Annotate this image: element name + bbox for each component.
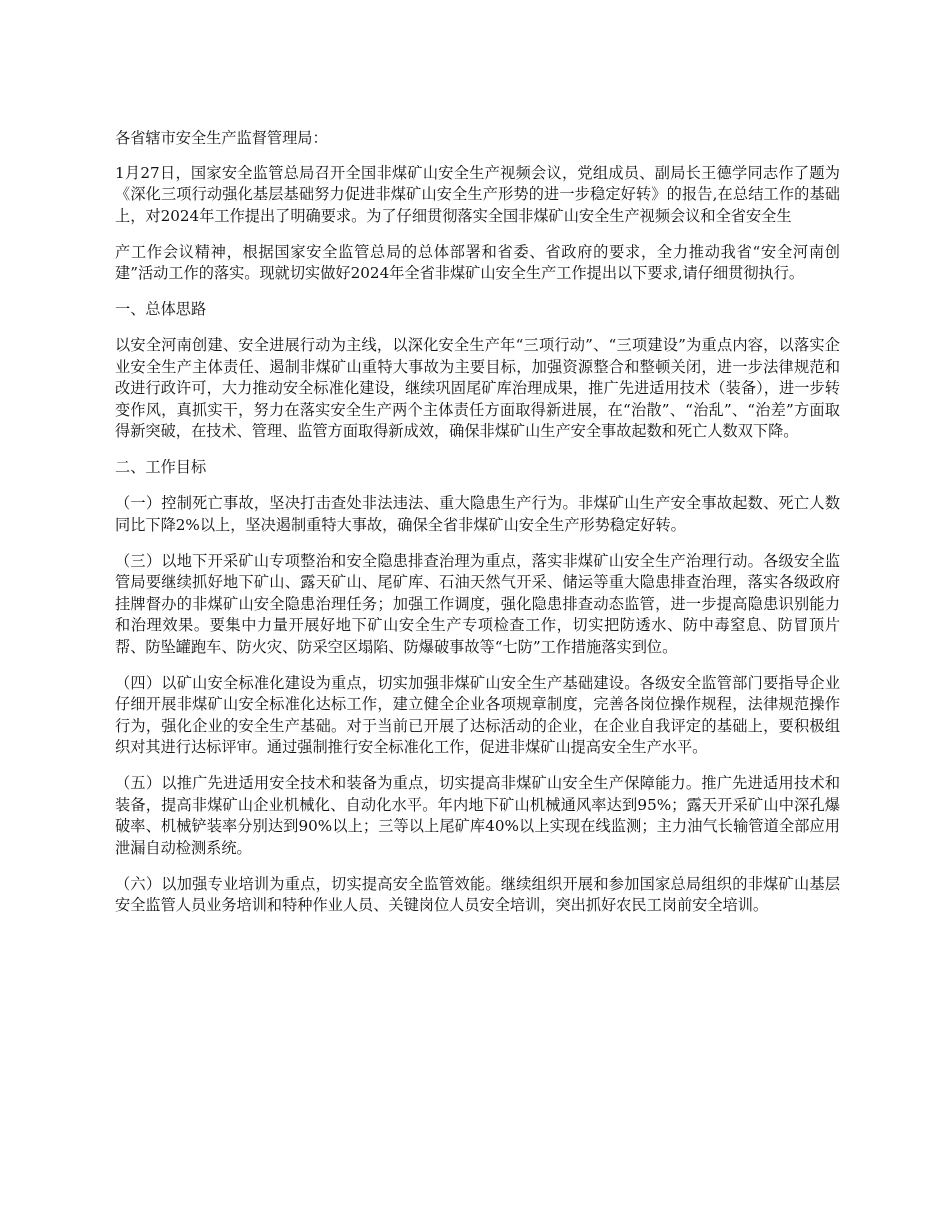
- intro-paragraph-continued: 产工作会议精神，根据国家安全监管总局的总体部署和省委、省政府的要求，全力推动我省“安全河南创建”活动工作的落实。现就切实做好2024年全省非煤矿山安全生产工作提出以下要求,请仔细贯彻执行。: [115, 242, 840, 282]
- goal-item-3: （三）以地下开采矿山专项整治和安全隐患排查治理为重点，落实非煤矿山安全生产治理行动。各级安全监管局要继续抓好地下矿山、露天矿山、尾矿库、石油天然气开采、储运等重大隐患排查治理，落实各级政府挂牌督办的非煤矿山安全隐患治理任务；加强工作调度，强化隐患排查动态监管，进一步提高隐患识别能力和治理效果。要集中力量开展好地下矿山安全生产专项检查工作，切实把防透水、防中毒窒息、防冒顶片帮、防坠罐跑车、防火灾、防采空区塌陷、防爆破事故等“七防”工作措施落实到位。: [115, 551, 840, 656]
- section-heading-work-goals: 二、工作目标: [115, 458, 207, 476]
- document-body: [115, 128, 840, 931]
- goal-item-1: （一）控制死亡事故，坚决打击查处非法违法、重大隐患生产行为。非煤矿山生产安全事故起数、死亡人数同比下降2%以上，坚决遏制重特大事故，确保全省非煤矿山安全生产形势稳定好转。: [115, 494, 840, 534]
- overall-approach-paragraph: 以安全河南创建、安全进展行动为主线，以深化安全生产年“三项行动”、“三项建设”为重点内容，以落实企业安全生产主体责任、遏制非煤矿山重特大事故为主要目标，加强资源整合和整顿关闭，进一步法律规范和改进行政许可，大力推动安全标准化建设，继续巩固尾矿库治理成果，推广先进适用技术（装备），进一步转变作风，真抓实干，努力在落实安全生产两个主体责任方面取得新进展，在“治散”、“治乱”、“治差”方面取得新突破，在技术、管理、监管方面取得新成效，确保非煤矿山生产安全事故起数和死亡人数双下降。: [115, 336, 840, 440]
- section-heading-overall-approach: 一、总体思路: [115, 300, 207, 318]
- salutation: 各省辖市安全生产监督管理局：: [115, 129, 328, 147]
- intro-paragraph: 1月27日，国家安全监管总局召开全国非煤矿山安全生产视频会议，党组成员、副局长王德学同志作了题为《深化三项行动强化基层基础努力促进非煤矿山安全生产形势的进一步稳定好转》的报告,在总结工作的基础上，对2024年工作提出了明确要求。为了仔细贯彻落实全国非煤矿山安全生产视频会议和全省安全生: [115, 163, 840, 225]
- goal-item-4: （四）以矿山安全标准化建设为重点，切实加强非煤矿山安全生产基础建设。各级安全监管部门要指导企业仔细开展非煤矿山安全标准化达标工作，建立健全企业各项规章制度，完善各岗位操作规程，法律规范操作行为，强化企业的安全生产基础。对于当前已开展了达标活动的企业，在企业自我评定的基础上，要积极组织对其进行达标评审。通过强制推行安全标准化工作，促进非煤矿山提高安全生产水平。: [115, 673, 840, 756]
- goal-item-5: （五）以推广先进适用安全技术和装备为重点，切实提高非煤矿山安全生产保障能力。推广先进适用技术和装备，提高非煤矿山企业机械化、自动化水平。年内地下矿山机械通风率达到95%；露天开采矿山中深孔爆破率、机械铲装率分别达到90%以上；三等以上尾矿库40%以上实现在线监测；主力油气长输管道全部应用泄漏自动检测系统。: [115, 774, 840, 857]
- goal-item-6: （六）以加强专业培训为重点，切实提高安全监管效能。继续组织开展和参加国家总局组织的非煤矿山基层安全监管人员业务培训和特种作业人员、关键岗位人员安全培训，突出抓好农民工岗前安全培训。: [115, 874, 840, 914]
